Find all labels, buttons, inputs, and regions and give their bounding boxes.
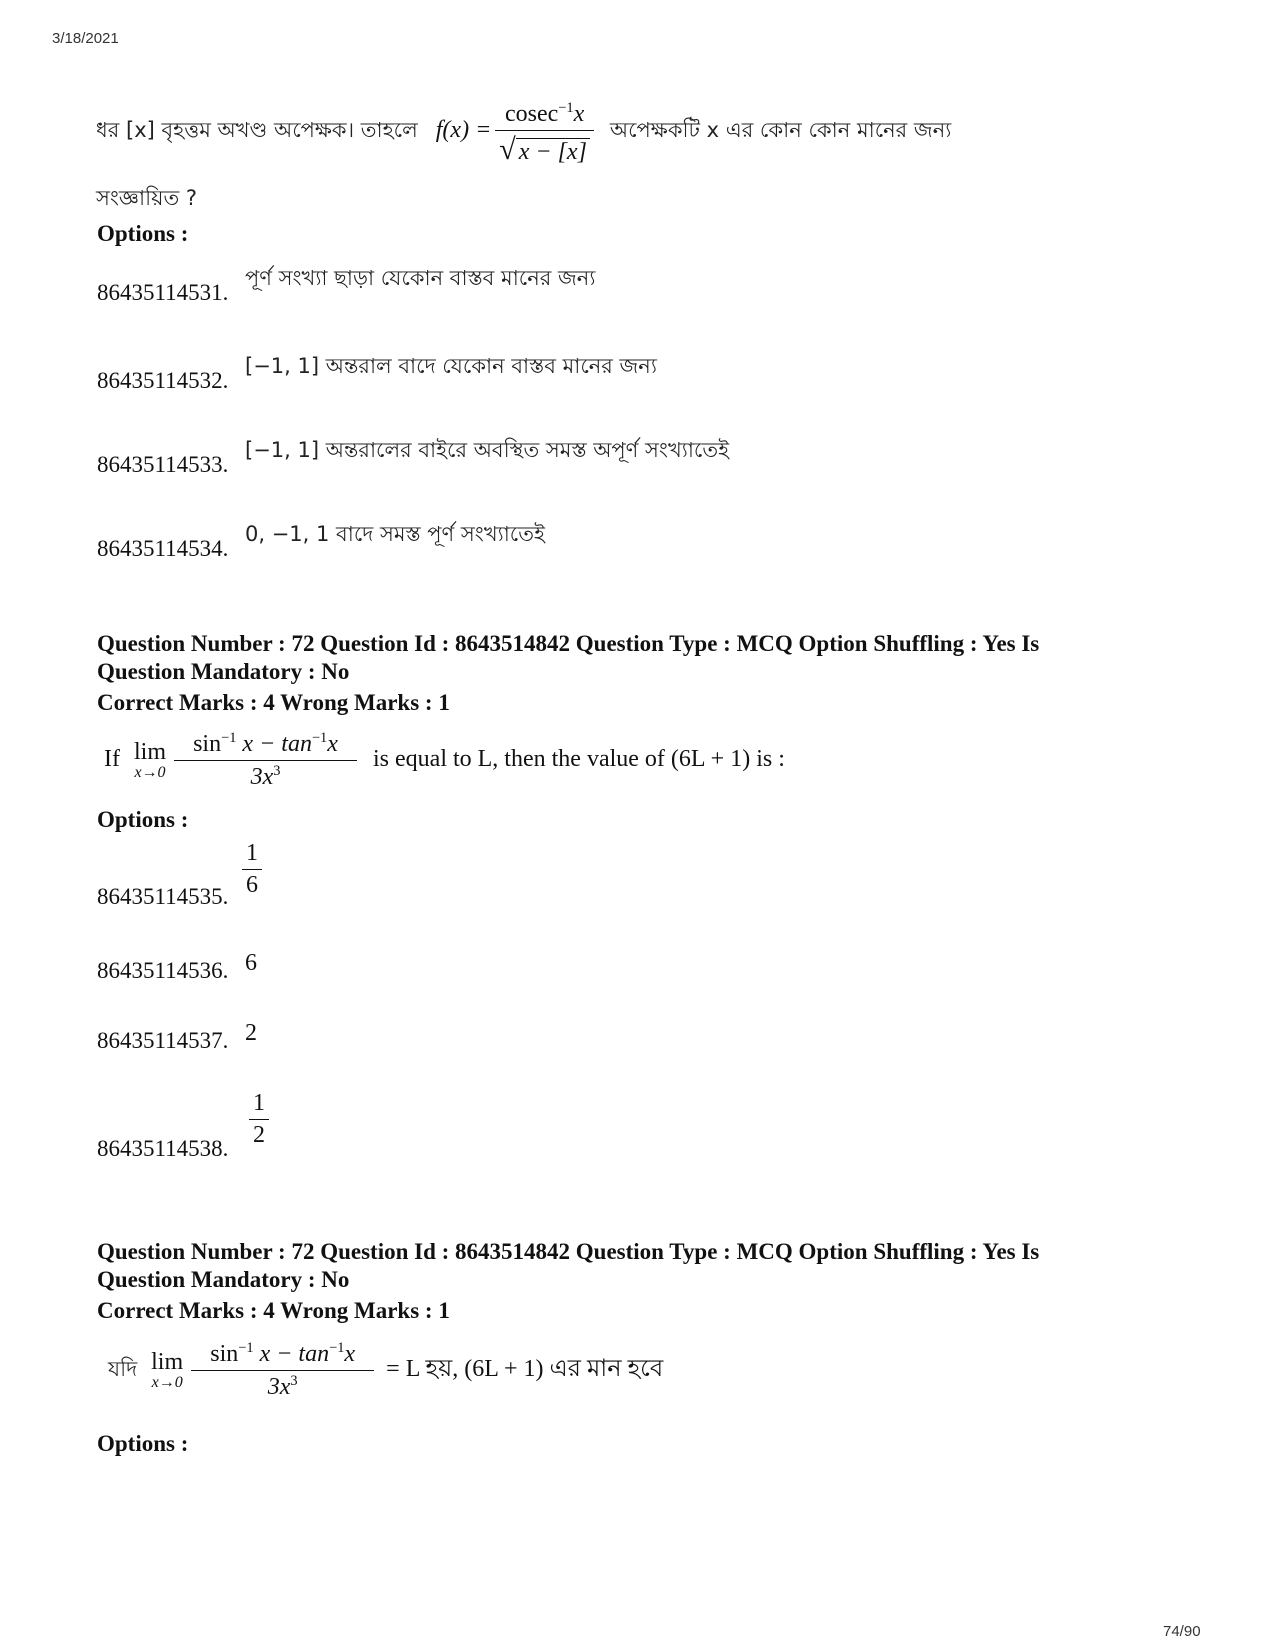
option-id: 86435114531.	[97, 280, 229, 305]
marks-line: Correct Marks : 4 Wrong Marks : 1	[97, 690, 450, 715]
stem-fraction	[174, 730, 357, 791]
stem-text-line2: সংজ্ঞায়িত ?	[96, 186, 198, 210]
stem-tail: is equal to L, then the value of (6L + 1) is :	[373, 746, 785, 773]
marks-line: Correct Marks : 4 Wrong Marks : 1	[97, 1298, 450, 1323]
question-stem	[96, 100, 1236, 167]
stem-jodi: যদি	[108, 1357, 138, 1382]
fraction-denominator: √ x − [x]	[495, 130, 594, 167]
option-fraction: $\frac{1}{6}$	[242, 840, 262, 899]
question-stem	[104, 730, 785, 791]
fraction-denominator: $3x^3$	[191, 1370, 374, 1401]
question-header	[97, 1238, 1197, 1294]
stem-text-post: অপেক্ষকটি x এর কোন কোন মানের জন্য	[609, 118, 952, 143]
stem-fraction	[495, 100, 594, 167]
option-text: 6	[245, 950, 257, 976]
question-stem	[108, 1340, 663, 1401]
options-label: Options :	[97, 1431, 189, 1456]
fraction-denominator: $3x^3$	[174, 760, 357, 791]
option-id: 86435114533.	[97, 452, 229, 477]
question-header	[97, 630, 1197, 686]
question-header-line2: Question Mandatory : No	[97, 659, 350, 684]
fraction-numerator: $\sin^{-1} x - \tan^{-1}x$	[210, 1340, 356, 1367]
option-text: [−1, 1] অন্তরালের বাইরে অবস্থিত সমস্ত অপূর্ণ সংখ্যাতেই	[245, 438, 730, 462]
fraction-numerator: $\sin^{-1} x - \tan^{-1}x$	[193, 730, 338, 757]
option-id: 86435114536.	[97, 958, 229, 983]
option-fraction: $\frac{1}{2}$	[249, 1090, 269, 1149]
limit-operator: lim x→0	[151, 1348, 184, 1391]
stem-tail: = L হয়, (6L + 1) এর মান হবে	[386, 1356, 664, 1383]
option-text: 0, −1, 1 বাদে সমস্ত পূর্ণ সংখ্যাতেই	[245, 522, 545, 546]
options-label: Options :	[97, 221, 189, 246]
option-id: 86435114538.	[97, 1136, 229, 1161]
limit-operator: lim x→0	[133, 738, 166, 781]
option-text: 2	[245, 1020, 257, 1046]
option-text: পূর্ণ সংখ্যা ছাড়া যেকোন বাস্তব মানের জন্য	[245, 266, 596, 290]
question-header-line2: Question Mandatory : No	[97, 1267, 350, 1292]
stem-fraction	[191, 1340, 374, 1401]
option-id: 86435114537.	[97, 1028, 229, 1053]
stem-if: If	[104, 746, 120, 773]
question-header-line1: Question Number : 72 Question Id : 8643514842 Question Type : MCQ Option Shuffling : Yes Is	[97, 1239, 1040, 1264]
fraction-numerator: cosec$^{-1}$x	[504, 100, 585, 127]
option-id: 86435114535.	[97, 884, 229, 909]
stem-text-pre: ধর [x] বৃহত্তম অখণ্ড অপেক্ষক। তাহলে	[96, 118, 418, 143]
option-id: 86435114532.	[97, 368, 229, 393]
page-number: 74/90	[1163, 1623, 1201, 1640]
func-lhs: f(x) =	[435, 117, 492, 144]
options-label: Options :	[97, 807, 189, 832]
option-id: 86435114534.	[97, 536, 229, 561]
option-text: [−1, 1] অন্তরাল বাদে যেকোন বাস্তব মানের জন্য	[245, 354, 657, 378]
print-date: 3/18/2021	[52, 30, 119, 47]
question-header-line1: Question Number : 72 Question Id : 8643514842 Question Type : MCQ Option Shuffling : Yes Is	[97, 631, 1040, 656]
